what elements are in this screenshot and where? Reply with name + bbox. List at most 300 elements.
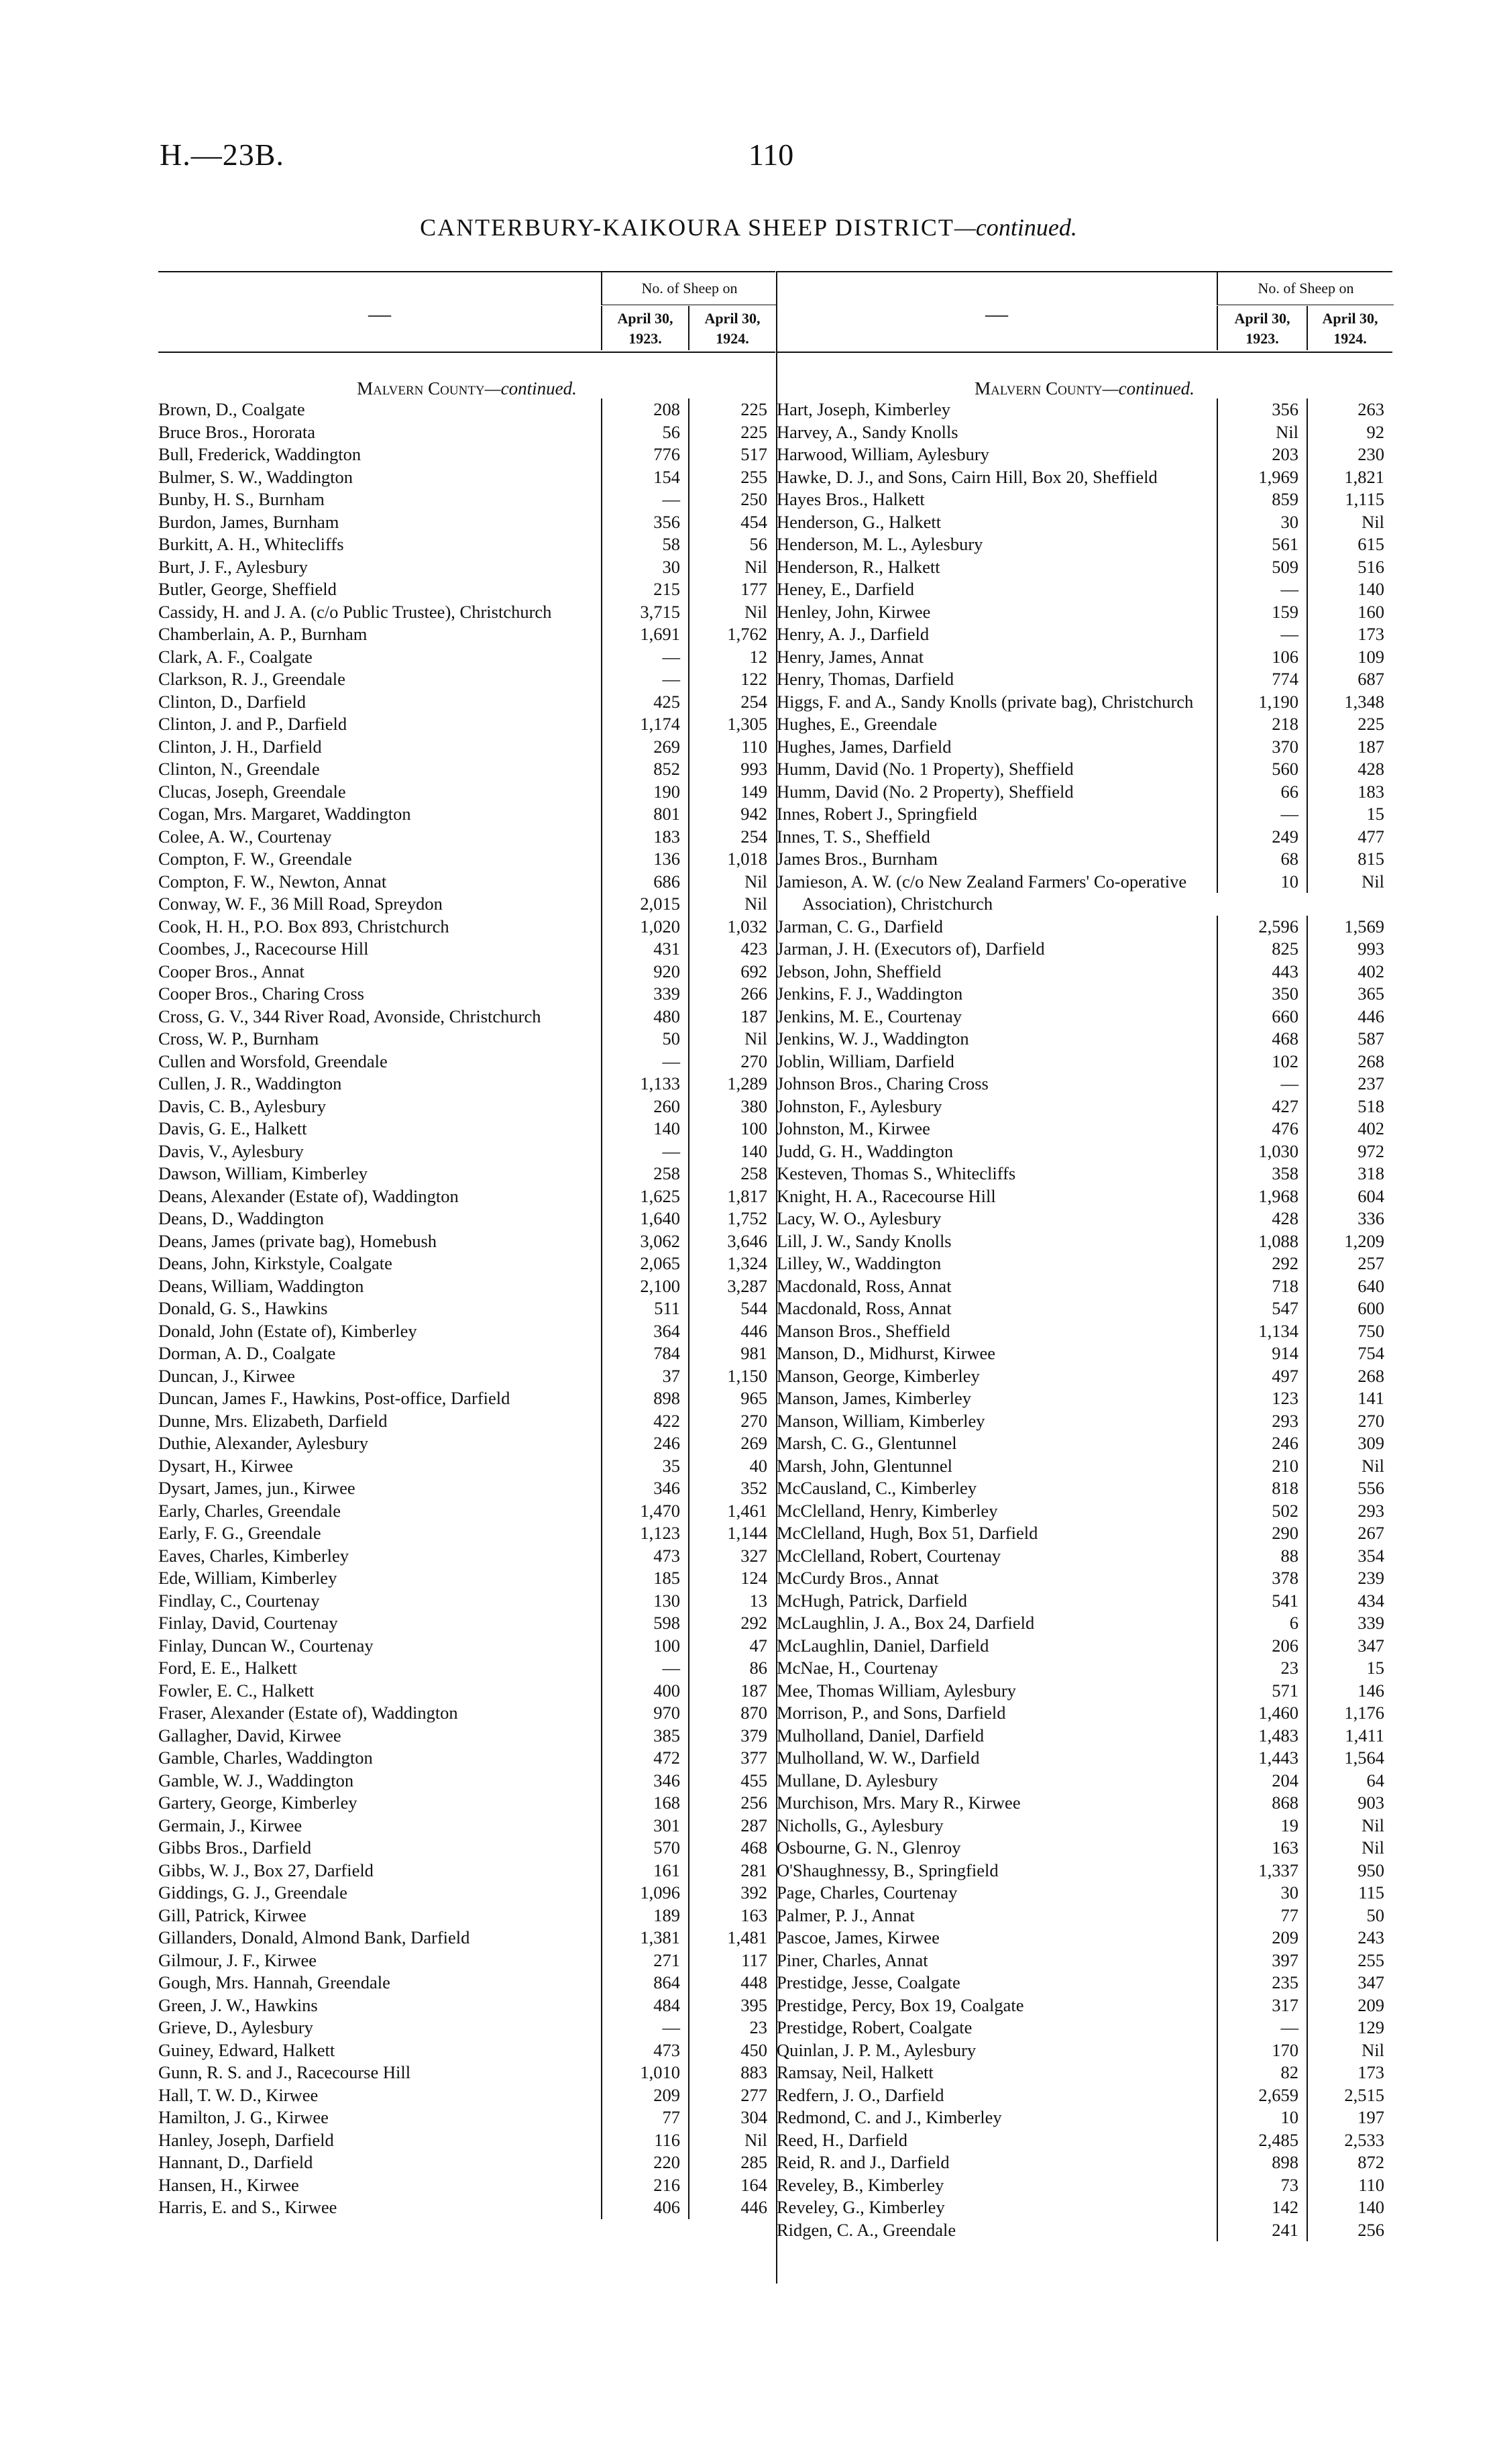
- sheep-1924: Nil: [1307, 1837, 1392, 1860]
- sheep-1924: 3,646: [688, 1230, 775, 1253]
- sheep-1924: 140: [1307, 2196, 1392, 2219]
- holder-name: Deans, William, Waddington: [158, 1275, 364, 1296]
- sheep-1923: 209: [1217, 1927, 1307, 1949]
- sheep-1924: 304: [688, 2106, 775, 2129]
- sheep-1924: 149: [688, 781, 775, 804]
- left-table-header: [158, 271, 775, 353]
- sheep-1924: 1,752: [688, 1208, 775, 1230]
- sheep-1924: 1,762: [688, 623, 775, 646]
- sheep-1923: 431: [601, 938, 688, 961]
- sheep-1923: 215: [601, 578, 688, 601]
- holder-name: Redmond, C. and J., Kimberley: [777, 2107, 1002, 2127]
- sheep-1924: Nil: [688, 601, 775, 624]
- sheep-1923: 570: [601, 1837, 688, 1860]
- sheep-1923: 2,015: [601, 893, 688, 916]
- table-row: [158, 533, 775, 556]
- sheep-1924: 365: [1307, 983, 1392, 1006]
- table-row: [158, 1747, 775, 1770]
- sheep-1924: 160: [1307, 601, 1392, 624]
- holder-name: Humm, David (No. 2 Property), Sheffield: [777, 781, 1074, 802]
- sheep-1923: 509: [1217, 556, 1307, 579]
- holder-name: Gibbs, W. J., Box 27, Darfield: [158, 1860, 374, 1880]
- sheep-1924: 1,348: [1307, 691, 1392, 714]
- sheep-1924: 129: [1307, 2017, 1392, 2039]
- holder-name: Duthie, Alexander, Aylesbury: [158, 1433, 368, 1453]
- holder-name: Lacy, W. O., Aylesbury: [777, 1208, 942, 1228]
- sheep-1924: 872: [1307, 2151, 1392, 2174]
- holder-name: Manson, D., Midhurst, Kirwee: [777, 1343, 996, 1363]
- sheep-1923: 427: [1217, 1095, 1307, 1118]
- holder-name: Marsh, John, Glentunnel: [777, 1455, 953, 1476]
- holder-name: Dunne, Mrs. Elizabeth, Darfield: [158, 1410, 388, 1431]
- sheep-1923: 317: [1217, 1994, 1307, 2017]
- sheep-1923: 1,969: [1217, 466, 1307, 489]
- sheep-1923: 206: [1217, 1635, 1307, 1658]
- sheep-1923: 914: [1217, 1342, 1307, 1365]
- sheep-1923: 358: [1217, 1163, 1307, 1185]
- sheep-1923: 10: [1217, 2106, 1307, 2129]
- sheep-1924: 455: [688, 1770, 775, 1792]
- table-row: [777, 1118, 1392, 1140]
- table-row: [158, 556, 775, 579]
- sheep-1924: 468: [688, 1837, 775, 1860]
- sheep-1924: 292: [688, 1612, 775, 1635]
- holder-name: Bruce Bros., Hororata: [158, 421, 316, 442]
- table-row: [777, 2106, 1392, 2129]
- sheep-1923: 686: [601, 871, 688, 894]
- sheep-1923: 541: [1217, 1590, 1307, 1613]
- table-row: [777, 1545, 1392, 1568]
- col-1923-heading: April 30, 1923.: [601, 306, 688, 350]
- holder-name: Ridgen, C. A., Greendale: [777, 2219, 956, 2240]
- sheep-1923: 68: [1217, 848, 1307, 871]
- sheep-1924: Nil: [1307, 511, 1392, 534]
- holder-name: Henry, Thomas, Darfield: [777, 669, 954, 689]
- table-row: [777, 1680, 1392, 1703]
- table-row: [777, 488, 1392, 511]
- sheep-1924: 604: [1307, 1185, 1392, 1208]
- sheep-1924: 942: [688, 803, 775, 826]
- sheep-1923: 898: [1217, 2151, 1307, 2174]
- table-row: [158, 1994, 775, 2017]
- sheep-1924: 266: [688, 983, 775, 1006]
- table-row: [158, 781, 775, 804]
- sheep-1924: Nil: [688, 871, 775, 894]
- sheep-1924: 1,209: [1307, 1230, 1392, 1253]
- holder-name: Hart, Joseph, Kimberley: [777, 399, 951, 419]
- sheep-1924: 516: [1307, 556, 1392, 579]
- table-row: [777, 398, 1392, 421]
- sheep-1924: 255: [1307, 1949, 1392, 1972]
- sheep-1923: 3,715: [601, 601, 688, 624]
- holder-name: Harwood, William, Aylesbury: [777, 444, 989, 464]
- table-row: [777, 421, 1392, 444]
- sheep-1923: 290: [1217, 1522, 1307, 1545]
- sheep-1923: 154: [601, 466, 688, 489]
- sheep-1924: 309: [1307, 1432, 1392, 1455]
- holder-name: Gilmour, J. F., Kirwee: [158, 1949, 317, 1970]
- name-column-heading: —: [368, 302, 391, 327]
- table-row: [777, 668, 1392, 691]
- sheep-1923: 136: [601, 848, 688, 871]
- table-row: [158, 1297, 775, 1320]
- holder-name: Finlay, David, Courtenay: [158, 1613, 338, 1633]
- table-row: [158, 1927, 775, 1949]
- sheep-1924: 434: [1307, 1590, 1392, 1613]
- holder-name: Judd, G. H., Waddington: [777, 1140, 954, 1161]
- right-table-body: [777, 353, 1392, 2241]
- sheep-1923: 1,460: [1217, 1702, 1307, 1725]
- sheep-1924: 250: [688, 488, 775, 511]
- table-row: [158, 1680, 775, 1703]
- holder-name: Cullen, J. R., Waddington: [158, 1073, 342, 1093]
- sheep-1923: 77: [601, 2106, 688, 2129]
- sheep-1924: 336: [1307, 1208, 1392, 1230]
- table-row: [777, 2039, 1392, 2062]
- table-row: [158, 623, 775, 646]
- holder-name: Harris, E. and S., Kirwee: [158, 2197, 337, 2217]
- sheep-1924: 327: [688, 1545, 775, 1568]
- table-row: [777, 713, 1392, 736]
- sheep-1924: 870: [688, 1702, 775, 1725]
- table-row: [777, 2084, 1392, 2107]
- table-row: [777, 1455, 1392, 1478]
- sheep-1924: 140: [688, 1140, 775, 1163]
- sheep-1923: 920: [601, 961, 688, 983]
- sheep-1923: 473: [601, 2039, 688, 2062]
- sheep-1924: 981: [688, 1342, 775, 1365]
- sheep-1923: 73: [1217, 2174, 1307, 2197]
- sheep-1923: 116: [601, 2129, 688, 2152]
- holder-name: Gamble, Charles, Waddington: [158, 1748, 373, 1768]
- holder-name: Hannant, D., Darfield: [158, 2152, 313, 2172]
- sheep-1923: 818: [1217, 1477, 1307, 1500]
- holder-name: Early, Charles, Greendale: [158, 1500, 341, 1521]
- table-row: [777, 1905, 1392, 1927]
- sheep-1923: 19: [1217, 1815, 1307, 1837]
- sheep-1924: 225: [1307, 713, 1392, 736]
- sheep-1923: 185: [601, 1567, 688, 1590]
- table-row: [777, 1860, 1392, 1882]
- table-row: [158, 511, 775, 534]
- sheep-1924: 47: [688, 1635, 775, 1658]
- table-row: [158, 1252, 775, 1275]
- sheep-1923: 1,134: [1217, 1320, 1307, 1343]
- sheep-1923: 356: [1217, 398, 1307, 421]
- table-row: [777, 1972, 1392, 1994]
- sheep-1923: —: [601, 646, 688, 669]
- table-row: [777, 2129, 1392, 2152]
- right-table-header: [777, 271, 1392, 353]
- sheep-1923: 82: [1217, 2061, 1307, 2084]
- holder-name: Innes, Robert J., Springfield: [777, 804, 977, 824]
- sheep-1924: 318: [1307, 1163, 1392, 1185]
- table-row: [158, 2129, 775, 2152]
- table-row: [158, 1051, 775, 1073]
- table-row: [158, 1522, 775, 1545]
- holder-name: Bull, Frederick, Waddington: [158, 444, 362, 464]
- sheep-1924: 1,289: [688, 1073, 775, 1095]
- table-row: [158, 578, 775, 601]
- sheep-1924: 1,176: [1307, 1702, 1392, 1725]
- sheep-1923: 898: [601, 1387, 688, 1410]
- table-row: [777, 1522, 1392, 1545]
- sheep-1923: 397: [1217, 1949, 1307, 1972]
- sheep-1923: 511: [601, 1297, 688, 1320]
- sheep-1924: 352: [688, 1477, 775, 1500]
- table-row: [158, 893, 775, 916]
- holder-name: McCausland, C., Kimberley: [777, 1478, 977, 1498]
- sheep-1924: 587: [1307, 1028, 1392, 1051]
- sheep-1923: 468: [1217, 1028, 1307, 1051]
- sheep-1923: 58: [601, 533, 688, 556]
- holder-name: Henderson, R., Halkett: [777, 556, 940, 577]
- table-row: [158, 646, 775, 669]
- holder-name: Reveley, B., Kimberley: [777, 2174, 944, 2195]
- sheep-1924: 687: [1307, 668, 1392, 691]
- holder-name: Lilley, W., Waddington: [777, 1253, 942, 1273]
- sheep-1924: 692: [688, 961, 775, 983]
- sheep-1924: 13: [688, 1590, 775, 1613]
- sheep-1923: 77: [1217, 1905, 1307, 1927]
- table-row: [777, 1230, 1392, 1253]
- sheep-1924: Nil: [1307, 1815, 1392, 1837]
- sheep-1924: 281: [688, 1860, 775, 1882]
- sheep-1924: 124: [688, 1567, 775, 1590]
- table-row: [158, 938, 775, 961]
- table-row: [158, 1657, 775, 1680]
- sheep-1924: 883: [688, 2061, 775, 2084]
- sheep-1923: 472: [601, 1747, 688, 1770]
- table-row: [777, 1320, 1392, 1343]
- holder-name: Dorman, A. D., Coalgate: [158, 1343, 336, 1363]
- holder-name: Redfern, J. O., Darfield: [777, 2084, 944, 2105]
- table-row: [777, 1725, 1392, 1748]
- holder-name: Cogan, Mrs. Margaret, Waddington: [158, 804, 411, 824]
- sheep-1923: 30: [1217, 511, 1307, 534]
- sheep-1924: 544: [688, 1297, 775, 1320]
- sheep-1923: 1,174: [601, 713, 688, 736]
- sheep-1923: 301: [601, 1815, 688, 1837]
- page-title-main: CANTERBURY-KAIKOURA SHEEP DISTRICT: [420, 214, 954, 241]
- table-row: [777, 1747, 1392, 1770]
- sheep-1924: 1,411: [1307, 1725, 1392, 1748]
- table-row: [158, 443, 775, 466]
- holder-name: Clarkson, R. J., Greendale: [158, 669, 345, 689]
- table-row: [158, 691, 775, 714]
- table-row: [158, 1477, 775, 1500]
- sheep-1924: 270: [1307, 1410, 1392, 1433]
- sheep-1923: 1,968: [1217, 1185, 1307, 1208]
- table-row: [158, 1163, 775, 1185]
- holder-name: Deans, John, Kirkstyle, Coalgate: [158, 1253, 392, 1273]
- holder-name: Jarman, C. G., Darfield: [777, 916, 943, 936]
- sheep-1923: 208: [601, 398, 688, 421]
- sheep-1923: 473: [601, 1545, 688, 1568]
- col-1924-heading: April 30, 1924.: [688, 306, 775, 350]
- table-row: [158, 466, 775, 489]
- table-row: [777, 983, 1392, 1006]
- table-row: [777, 1770, 1392, 1792]
- table-row: [158, 758, 775, 781]
- sheep-1924: 402: [1307, 1118, 1392, 1140]
- sheep-1924: 1,324: [688, 1252, 775, 1275]
- sheep-1923: 598: [601, 1612, 688, 1635]
- sheep-1923: 428: [1217, 1208, 1307, 1230]
- holder-name: Germain, J., Kirwee: [158, 1815, 302, 1835]
- sheep-count-group-heading: No. of Sheep on: [1217, 272, 1394, 305]
- holder-name: Cross, G. V., 344 River Road, Avonside, Christchurch: [158, 1006, 541, 1026]
- sheep-1923: 235: [1217, 1972, 1307, 1994]
- sheep-1924: 1,305: [688, 713, 775, 736]
- sheep-1924: 277: [688, 2084, 775, 2107]
- holder-name: Kesteven, Thomas S., Whitecliffs: [777, 1163, 1016, 1183]
- holder-name: McClelland, Hugh, Box 51, Darfield: [777, 1523, 1038, 1543]
- table-row: [777, 1342, 1392, 1365]
- holder-name: Chamberlain, A. P., Burnham: [158, 624, 368, 644]
- sheep-1923: —: [601, 488, 688, 511]
- sheep-1923: 35: [601, 1455, 688, 1478]
- sheep-1924: 268: [1307, 1365, 1392, 1388]
- sheep-1924: 556: [1307, 1477, 1392, 1500]
- holder-name: Jenkins, W. J., Waddington: [777, 1028, 969, 1049]
- sheep-1923: 241: [1217, 2219, 1307, 2242]
- sheep-1924: 379: [688, 1725, 775, 1748]
- holder-name: Reid, R. and J., Darfield: [777, 2152, 950, 2172]
- table-row: [777, 1185, 1392, 1208]
- sheep-1923: 1,088: [1217, 1230, 1307, 1253]
- holder-name: Jebson, John, Sheffield: [777, 961, 942, 981]
- table-row: [777, 1410, 1392, 1433]
- sheep-1924: 285: [688, 2151, 775, 2174]
- holder-name: Fowler, E. C., Halkett: [158, 1680, 315, 1701]
- holder-name: Marsh, C. G., Glentunnel: [777, 1433, 957, 1453]
- name-column-heading: —: [985, 302, 1008, 327]
- sheep-1924: 122: [688, 668, 775, 691]
- sheep-1923: 50: [601, 1028, 688, 1051]
- holder-name: Gough, Mrs. Hannah, Greendale: [158, 1972, 390, 1992]
- sheep-1924: 237: [1307, 1073, 1392, 1095]
- sheep-1923: 425: [601, 691, 688, 714]
- holder-name: Clinton, D., Darfield: [158, 691, 307, 712]
- table-row: [158, 1410, 775, 1433]
- table-row: [158, 1028, 775, 1051]
- holder-name: Jenkins, M. E., Courtenay: [777, 1006, 962, 1026]
- sheep-1924: 243: [1307, 1927, 1392, 1949]
- sheep-1924: 477: [1307, 826, 1392, 849]
- table-row: [158, 1006, 775, 1028]
- table-row: [158, 1837, 775, 1860]
- sheep-1924: 92: [1307, 421, 1392, 444]
- holder-name: Johnston, M., Kirwee: [777, 1118, 930, 1138]
- sheep-1924: 1,032: [688, 916, 775, 939]
- holder-name: McClelland, Robert, Courtenay: [777, 1545, 1001, 1566]
- holder-name: McLaughlin, J. A., Box 24, Darfield: [777, 1613, 1035, 1633]
- holder-name: Davis, G. E., Halkett: [158, 1118, 307, 1138]
- table-row: [777, 1949, 1392, 1972]
- sheep-1924: 225: [688, 398, 775, 421]
- sheep-1923: 852: [601, 758, 688, 781]
- holder-name: Burkitt, A. H., Whitecliffs: [158, 534, 344, 554]
- sheep-1924: 115: [1307, 1882, 1392, 1905]
- holder-name: Coombes, J., Racecourse Hill: [158, 939, 369, 959]
- holder-name: McCurdy Bros., Annat: [777, 1568, 939, 1588]
- table-row: [158, 2039, 775, 2062]
- table-row: [777, 601, 1392, 624]
- table-row: [777, 1500, 1392, 1523]
- sheep-1923: 218: [1217, 713, 1307, 736]
- holder-name: Hansen, H., Kirwee: [158, 2174, 299, 2195]
- sheep-1924: 392: [688, 1882, 775, 1905]
- table-row: [777, 578, 1392, 601]
- holder-name: Guiney, Edward, Halkett: [158, 2039, 335, 2060]
- sheep-1923: 571: [1217, 1680, 1307, 1703]
- sheep-1923: 346: [601, 1770, 688, 1792]
- page-title: [0, 213, 1497, 242]
- sheep-1924: 1,817: [688, 1185, 775, 1208]
- holder-name: James Bros., Burnham: [777, 849, 938, 869]
- sheep-1924: 263: [1307, 398, 1392, 421]
- sheep-1924: 254: [688, 826, 775, 849]
- table-row: [158, 1432, 775, 1455]
- sheep-1924: Nil: [688, 893, 775, 916]
- sheep-1923: —: [601, 2017, 688, 2039]
- holder-name: Davis, C. B., Aylesbury: [158, 1095, 327, 1116]
- sheep-1924: 395: [688, 1994, 775, 2017]
- table-row: [777, 466, 1392, 489]
- table-row: [158, 1972, 775, 1994]
- sheep-1923: 660: [1217, 1006, 1307, 1028]
- holder-name: Compton, F. W., Newton, Annat: [158, 871, 387, 892]
- holder-name: Hawke, D. J., and Sons, Cairn Hill, Box 20, Sheffield: [777, 466, 1158, 487]
- page-title-suffix: —continued.: [954, 214, 1077, 241]
- sheep-1924: 287: [688, 1815, 775, 1837]
- holder-name: Cassidy, H. and J. A. (c/o Public Trustee), Christchurch: [158, 601, 552, 622]
- holder-name: Heney, E., Darfield: [777, 579, 915, 599]
- holder-name: Clucas, Joseph, Greendale: [158, 781, 346, 802]
- left-table-body: [158, 353, 775, 2219]
- holder-name: McNae, H., Courtenay: [777, 1658, 938, 1678]
- sheep-1923: 210: [1217, 1455, 1307, 1478]
- table-row: [158, 1342, 775, 1365]
- sheep-1924: 173: [1307, 2061, 1392, 2084]
- table-row: [158, 1320, 775, 1343]
- sheep-1923: 142: [1217, 2196, 1307, 2219]
- holder-name: Mulholland, W. W., Darfield: [777, 1748, 980, 1768]
- table-row: [158, 983, 775, 1006]
- table-row: [777, 1073, 1392, 1095]
- holder-name: Fraser, Alexander (Estate of), Waddington: [158, 1703, 458, 1723]
- holder-name: McHugh, Patrick, Darfield: [777, 1590, 968, 1611]
- sheep-1923: 183: [601, 826, 688, 849]
- sheep-1924: 230: [1307, 443, 1392, 466]
- table-row: [158, 1500, 775, 1523]
- sheep-1923: 2,065: [601, 1252, 688, 1275]
- sheep-1923: 203: [1217, 443, 1307, 466]
- sheep-1923: 292: [1217, 1252, 1307, 1275]
- sheep-1924: 518: [1307, 1095, 1392, 1118]
- table-row: [158, 1095, 775, 1118]
- holder-name: Cullen and Worsfold, Greendale: [158, 1051, 388, 1071]
- sheep-1923: 6: [1217, 1612, 1307, 1635]
- sheep-1923: 476: [1217, 1118, 1307, 1140]
- sheep-1923: 88: [1217, 1545, 1307, 1568]
- holder-name: Clark, A. F., Coalgate: [158, 646, 313, 667]
- sheep-1923: 370: [1217, 736, 1307, 759]
- sheep-1923: 400: [601, 1680, 688, 1703]
- sheep-1924: 754: [1307, 1342, 1392, 1365]
- holder-name: Hanley, Joseph, Darfield: [158, 2129, 334, 2150]
